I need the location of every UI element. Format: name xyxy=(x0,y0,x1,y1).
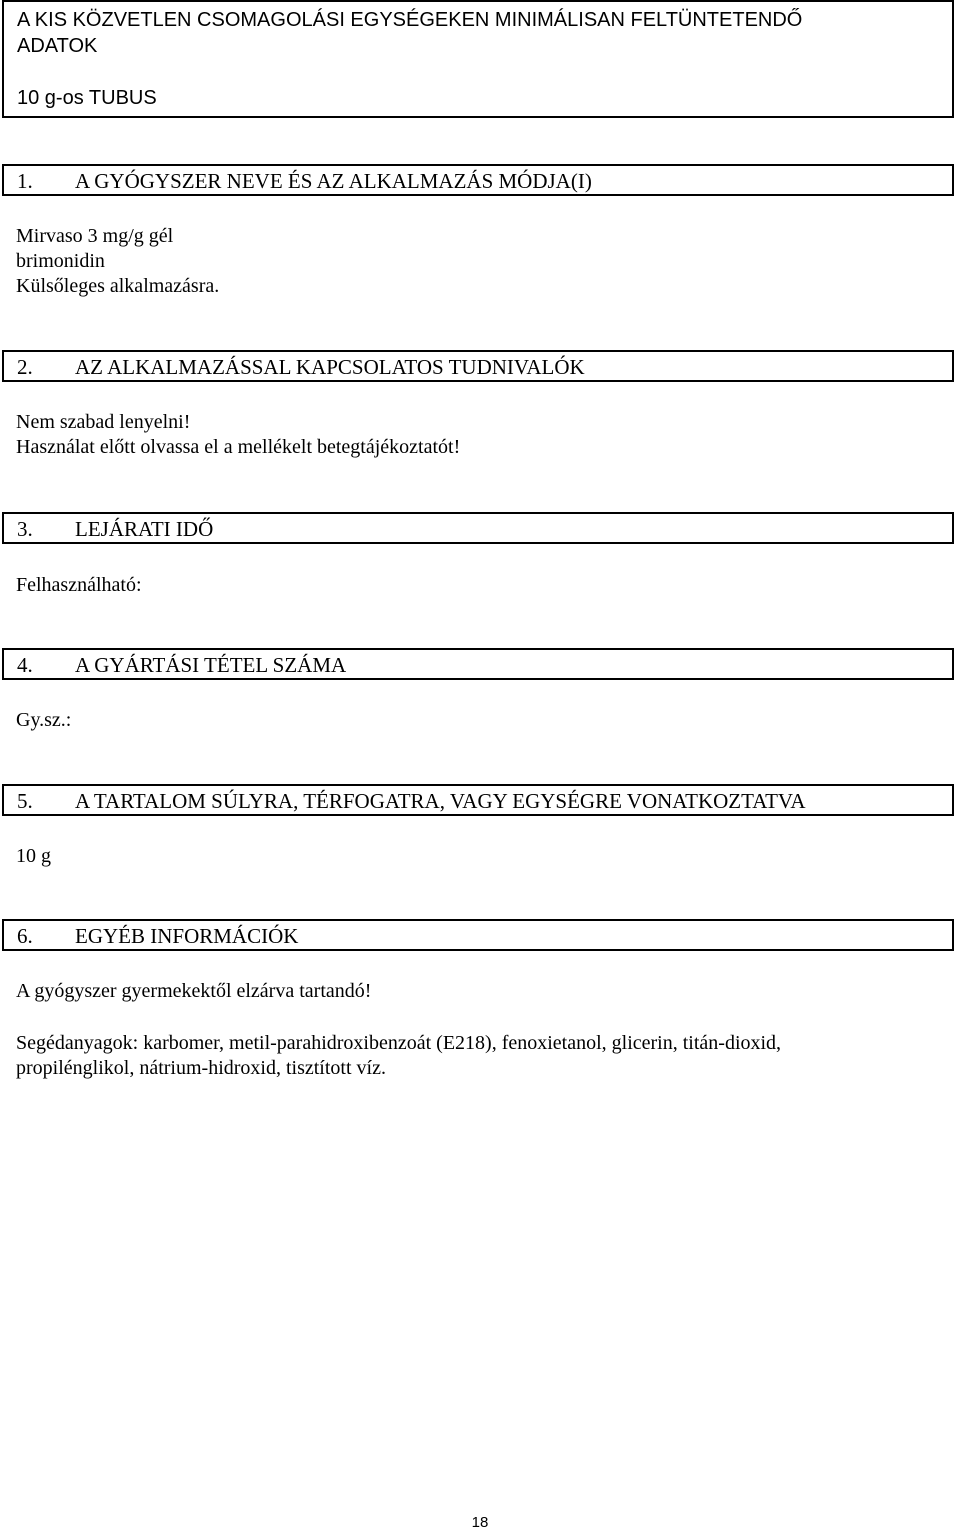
section-5-line-1: 10 g xyxy=(16,845,51,867)
header-title-line-2: ADATOK xyxy=(17,35,98,57)
section-2-header xyxy=(2,350,954,382)
section-3-number: 3. xyxy=(17,517,33,541)
page-number: 18 xyxy=(471,1514,489,1531)
section-6-line-1: A gyógyszer gyermekektől elzárva tartandó! xyxy=(16,980,372,1002)
section-1-number: 1. xyxy=(17,169,33,193)
section-1-title: A GYÓGYSZER NEVE ÉS AZ ALKALMAZÁS MÓDJA(I) xyxy=(75,169,592,193)
document-header-box xyxy=(2,0,954,118)
section-1-line-1: Mirvaso 3 mg/g gél xyxy=(16,225,174,247)
section-5-title: A TARTALOM SÚLYRA, TÉRFOGATRA, VAGY EGYSÉGRE VONATKOZTATVA xyxy=(75,789,806,813)
section-4-number: 4. xyxy=(17,653,33,677)
section-6-header xyxy=(2,919,954,951)
section-2-title: AZ ALKALMAZÁSSAL KAPCSOLATOS TUDNIVALÓK xyxy=(75,355,585,379)
section-1-line-2: brimonidin xyxy=(16,250,105,272)
section-6-number: 6. xyxy=(17,924,33,948)
header-package: 10 g-os TUBUS xyxy=(17,87,157,109)
section-2-number: 2. xyxy=(17,355,33,379)
section-3-header xyxy=(2,512,954,544)
section-3-line-1: Felhasználható: xyxy=(16,574,142,596)
section-1-header xyxy=(2,164,954,196)
section-2-line-2: Használat előtt olvassa el a mellékelt betegtájékoztatót! xyxy=(16,436,461,458)
section-2-line-1: Nem szabad lenyelni! xyxy=(16,411,191,433)
section-4-title: A GYÁRTÁSI TÉTEL SZÁMA xyxy=(75,653,347,677)
section-6-line-3: propilénglikol, nátrium-hidroxid, tisztított víz. xyxy=(16,1057,386,1079)
section-1-line-3: Külsőleges alkalmazásra. xyxy=(16,275,220,297)
section-6-title: EGYÉB INFORMÁCIÓK xyxy=(75,924,299,948)
section-3-title: LEJÁRATI IDŐ xyxy=(75,517,214,541)
section-4-header xyxy=(2,648,954,680)
section-5-number: 5. xyxy=(17,789,33,813)
section-4-line-1: Gy.sz.: xyxy=(16,709,72,731)
header-title-line-1: A KIS KÖZVETLEN CSOMAGOLÁSI EGYSÉGEKEN MINIMÁLISAN FELTÜNTETENDŐ xyxy=(17,9,803,31)
section-6-line-2: Segédanyagok: karbomer, metil-parahidroxibenzoát (E218), fenoxietanol, glicerin, titán-dioxid, xyxy=(16,1032,782,1054)
section-5-header xyxy=(2,784,954,816)
